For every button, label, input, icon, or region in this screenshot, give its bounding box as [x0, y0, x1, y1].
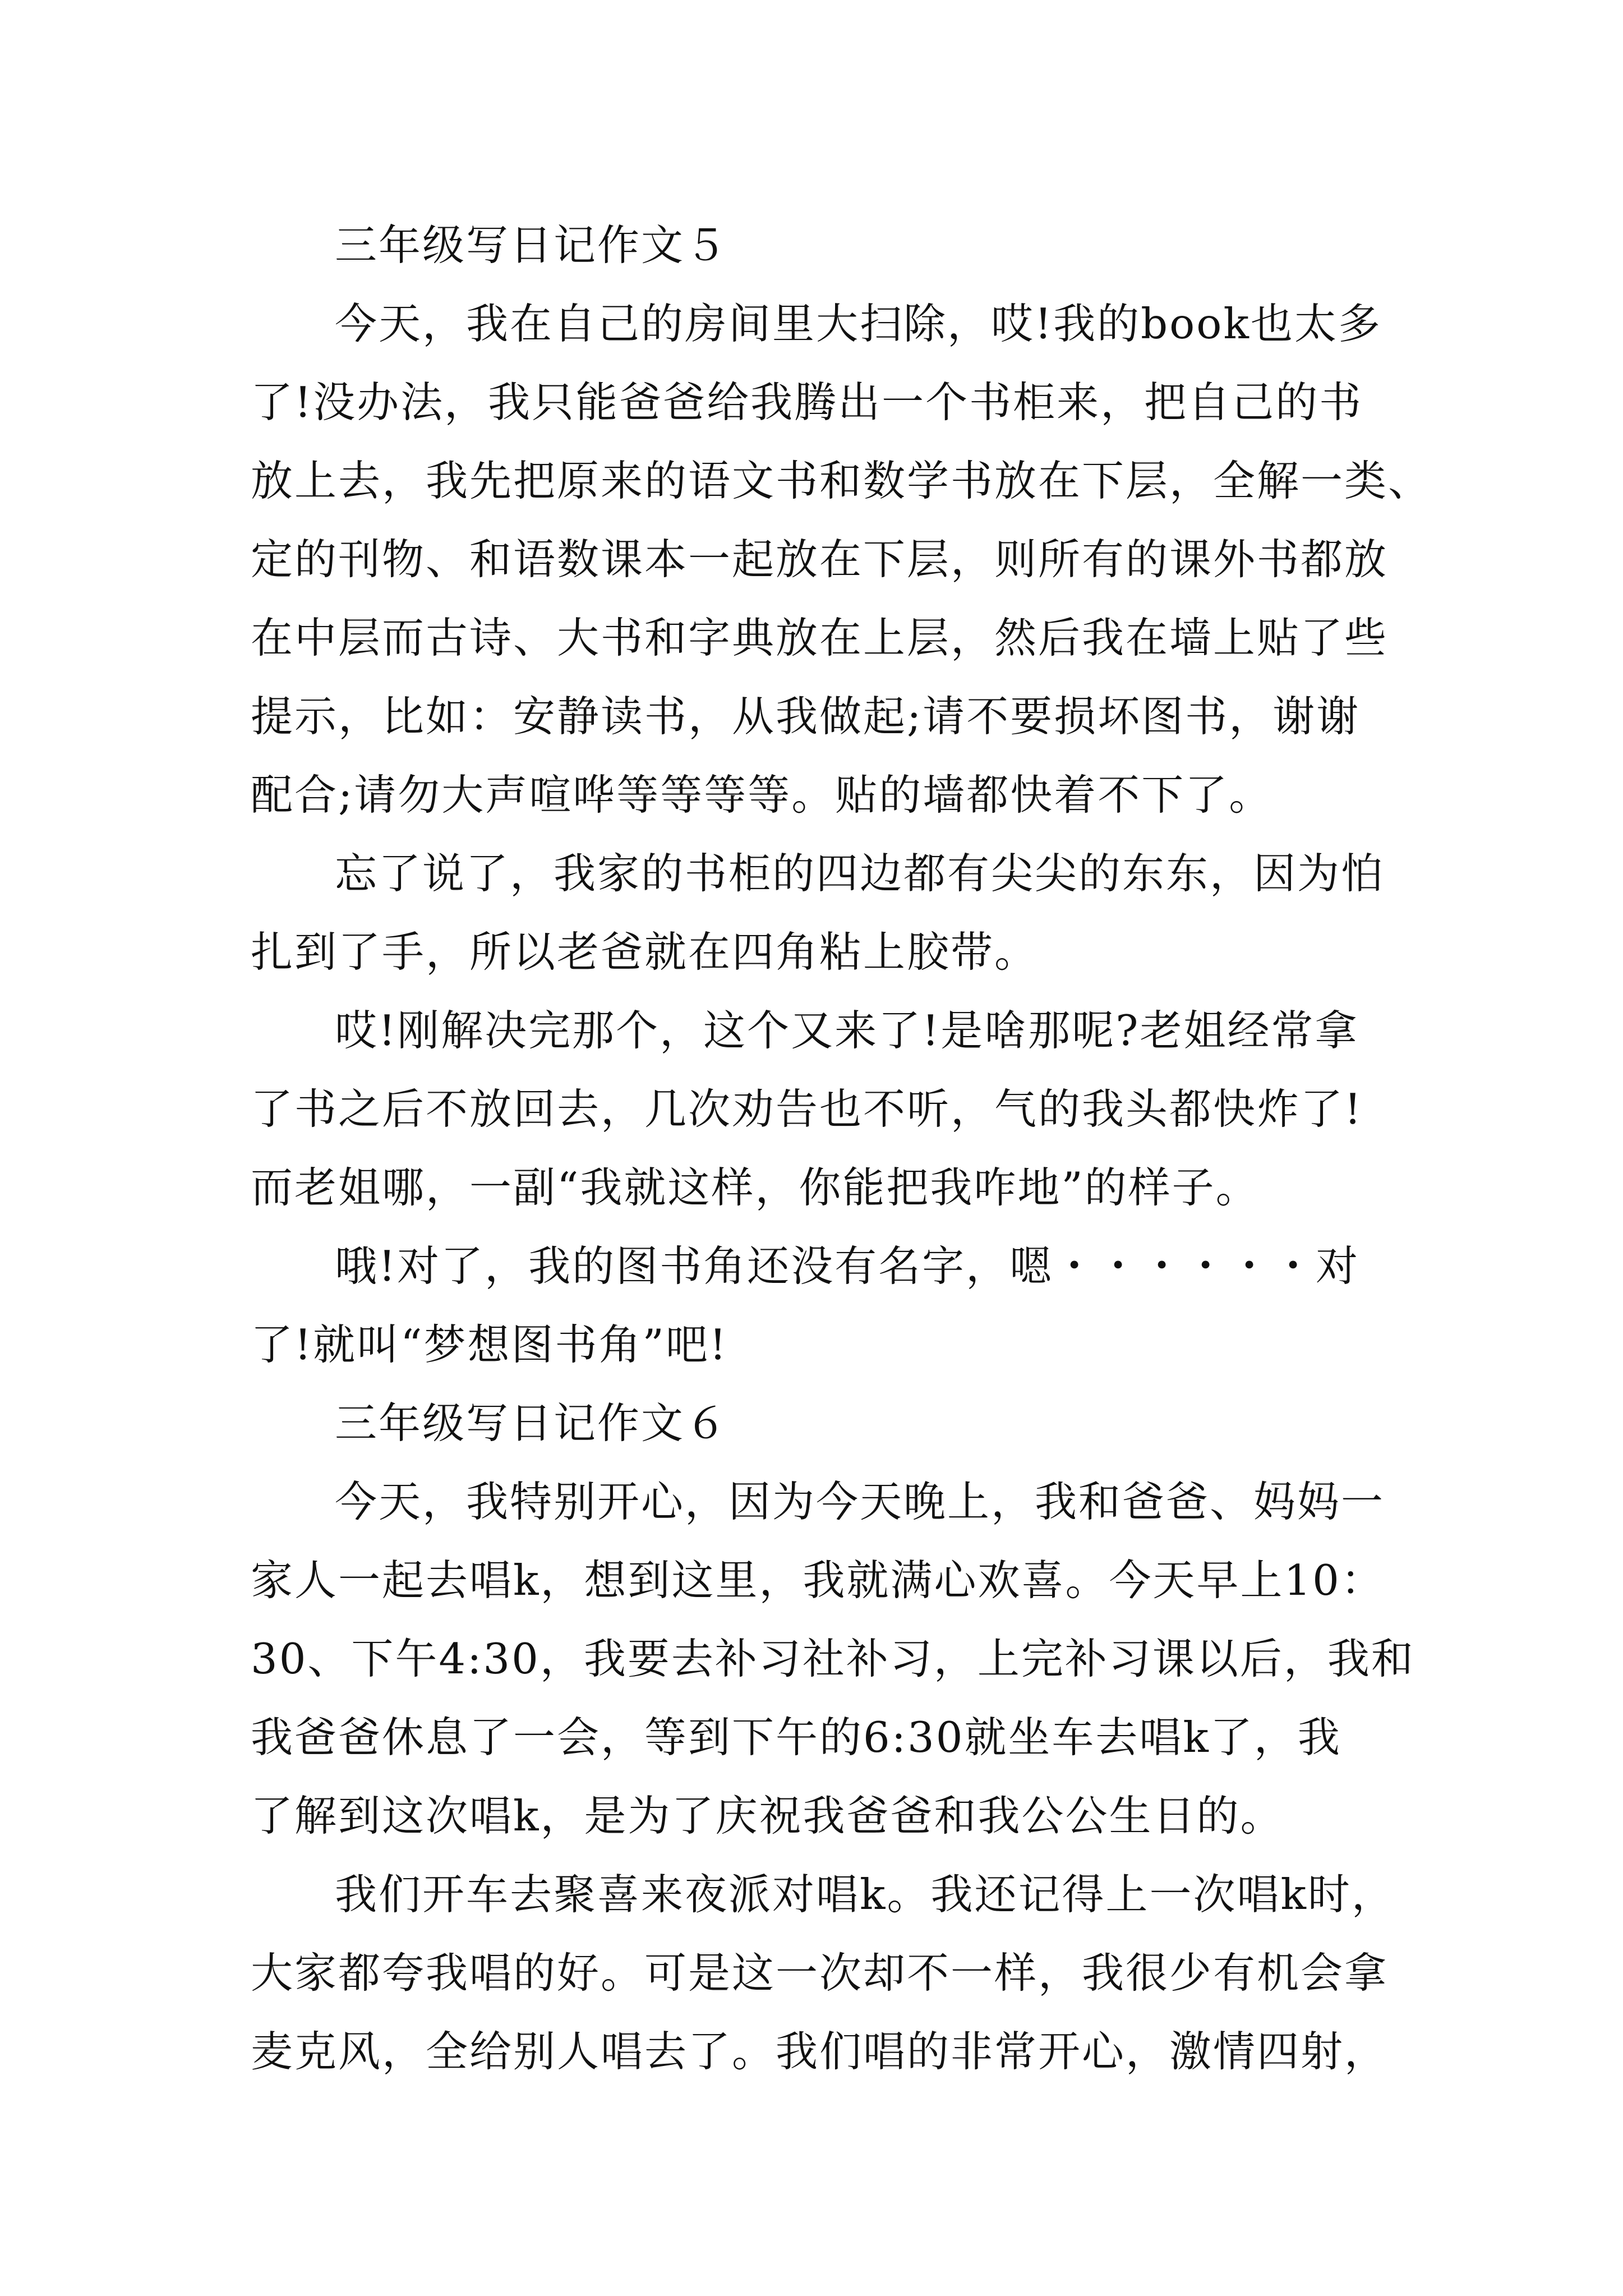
paragraph-line: 30、下午4:30，我要去补习社补习，上完补习课以后，我和	[251, 1634, 1415, 1683]
paragraph-line: 我爸爸休息了一会，等到下午的6:30就坐车去唱k了，我	[251, 1713, 1341, 1762]
paragraph-line: 哎!刚解决完那个，这个又来了!是啥那呢?老姐经常拿	[335, 1006, 1359, 1055]
paragraph-line: 家人一起去唱k，想到这里，我就满心欢喜。今天早上10：	[251, 1556, 1385, 1605]
section-heading: 三年级写日记作文５	[335, 220, 729, 270]
paragraph-line: 今天，我特别开心，因为今天晚上，我和爸爸、妈妈一	[335, 1477, 1385, 1526]
paragraph-line: 扎到了手，所以老爸就在四角粘上胶带。	[251, 927, 1039, 977]
paragraph-line: 大家都夸我唱的好。可是这一次却不一样，我很少有机会拿	[251, 1948, 1389, 1998]
paragraph-line: 了!就叫“梦想图书角”吧!	[251, 1320, 728, 1369]
paragraph-line: 今天，我在自己的房间里大扫除，哎!我的book也太多	[335, 299, 1382, 348]
paragraph-line: 忘了说了，我家的书柜的四边都有尖尖的东东，因为怕	[335, 849, 1385, 898]
paragraph-line: 提示，比如：安静读书，从我做起;请不要损坏图书，谢谢	[251, 692, 1361, 741]
section-heading: 三年级写日记作文６	[335, 1398, 729, 1448]
paragraph-line: 配合;请勿大声喧哗等等等等。贴的墙都快着不下了。	[251, 770, 1273, 820]
paragraph-line: 了!没办法，我只能爸爸给我腾出一个书柜来，把自己的书	[251, 378, 1363, 427]
paragraph-line: 放上去，我先把原来的语文书和数学书放在下层，全解一类、	[251, 456, 1432, 505]
paragraph-line: 了书之后不放回去，几次劝告也不听，气的我头都快炸了!	[251, 1084, 1363, 1134]
paragraph-line: 定的刊物、和语数课本一起放在下层，则所有的课外书都放	[251, 535, 1389, 584]
paragraph-line: 而老姐哪，一副“我就这样，你能把我咋地”的样子。	[251, 1163, 1260, 1212]
paragraph-line: 了解到这次唱k，是为了庆祝我爸爸和我公公生日的。	[251, 1791, 1284, 1841]
paragraph-line: 在中层而古诗、大书和字典放在上层，然后我在墙上贴了些	[251, 613, 1389, 662]
paragraph-line: 麦克风，全给别人唱去了。我们唱的非常开心，激情四射，	[251, 2027, 1389, 2076]
paragraph-line: 哦!对了，我的图书角还没有名字，嗯・・・・・・对	[335, 1241, 1360, 1291]
paragraph-line: 我们开车去聚喜来夜派对唱k。我还记得上一次唱k时，	[335, 1870, 1395, 1919]
